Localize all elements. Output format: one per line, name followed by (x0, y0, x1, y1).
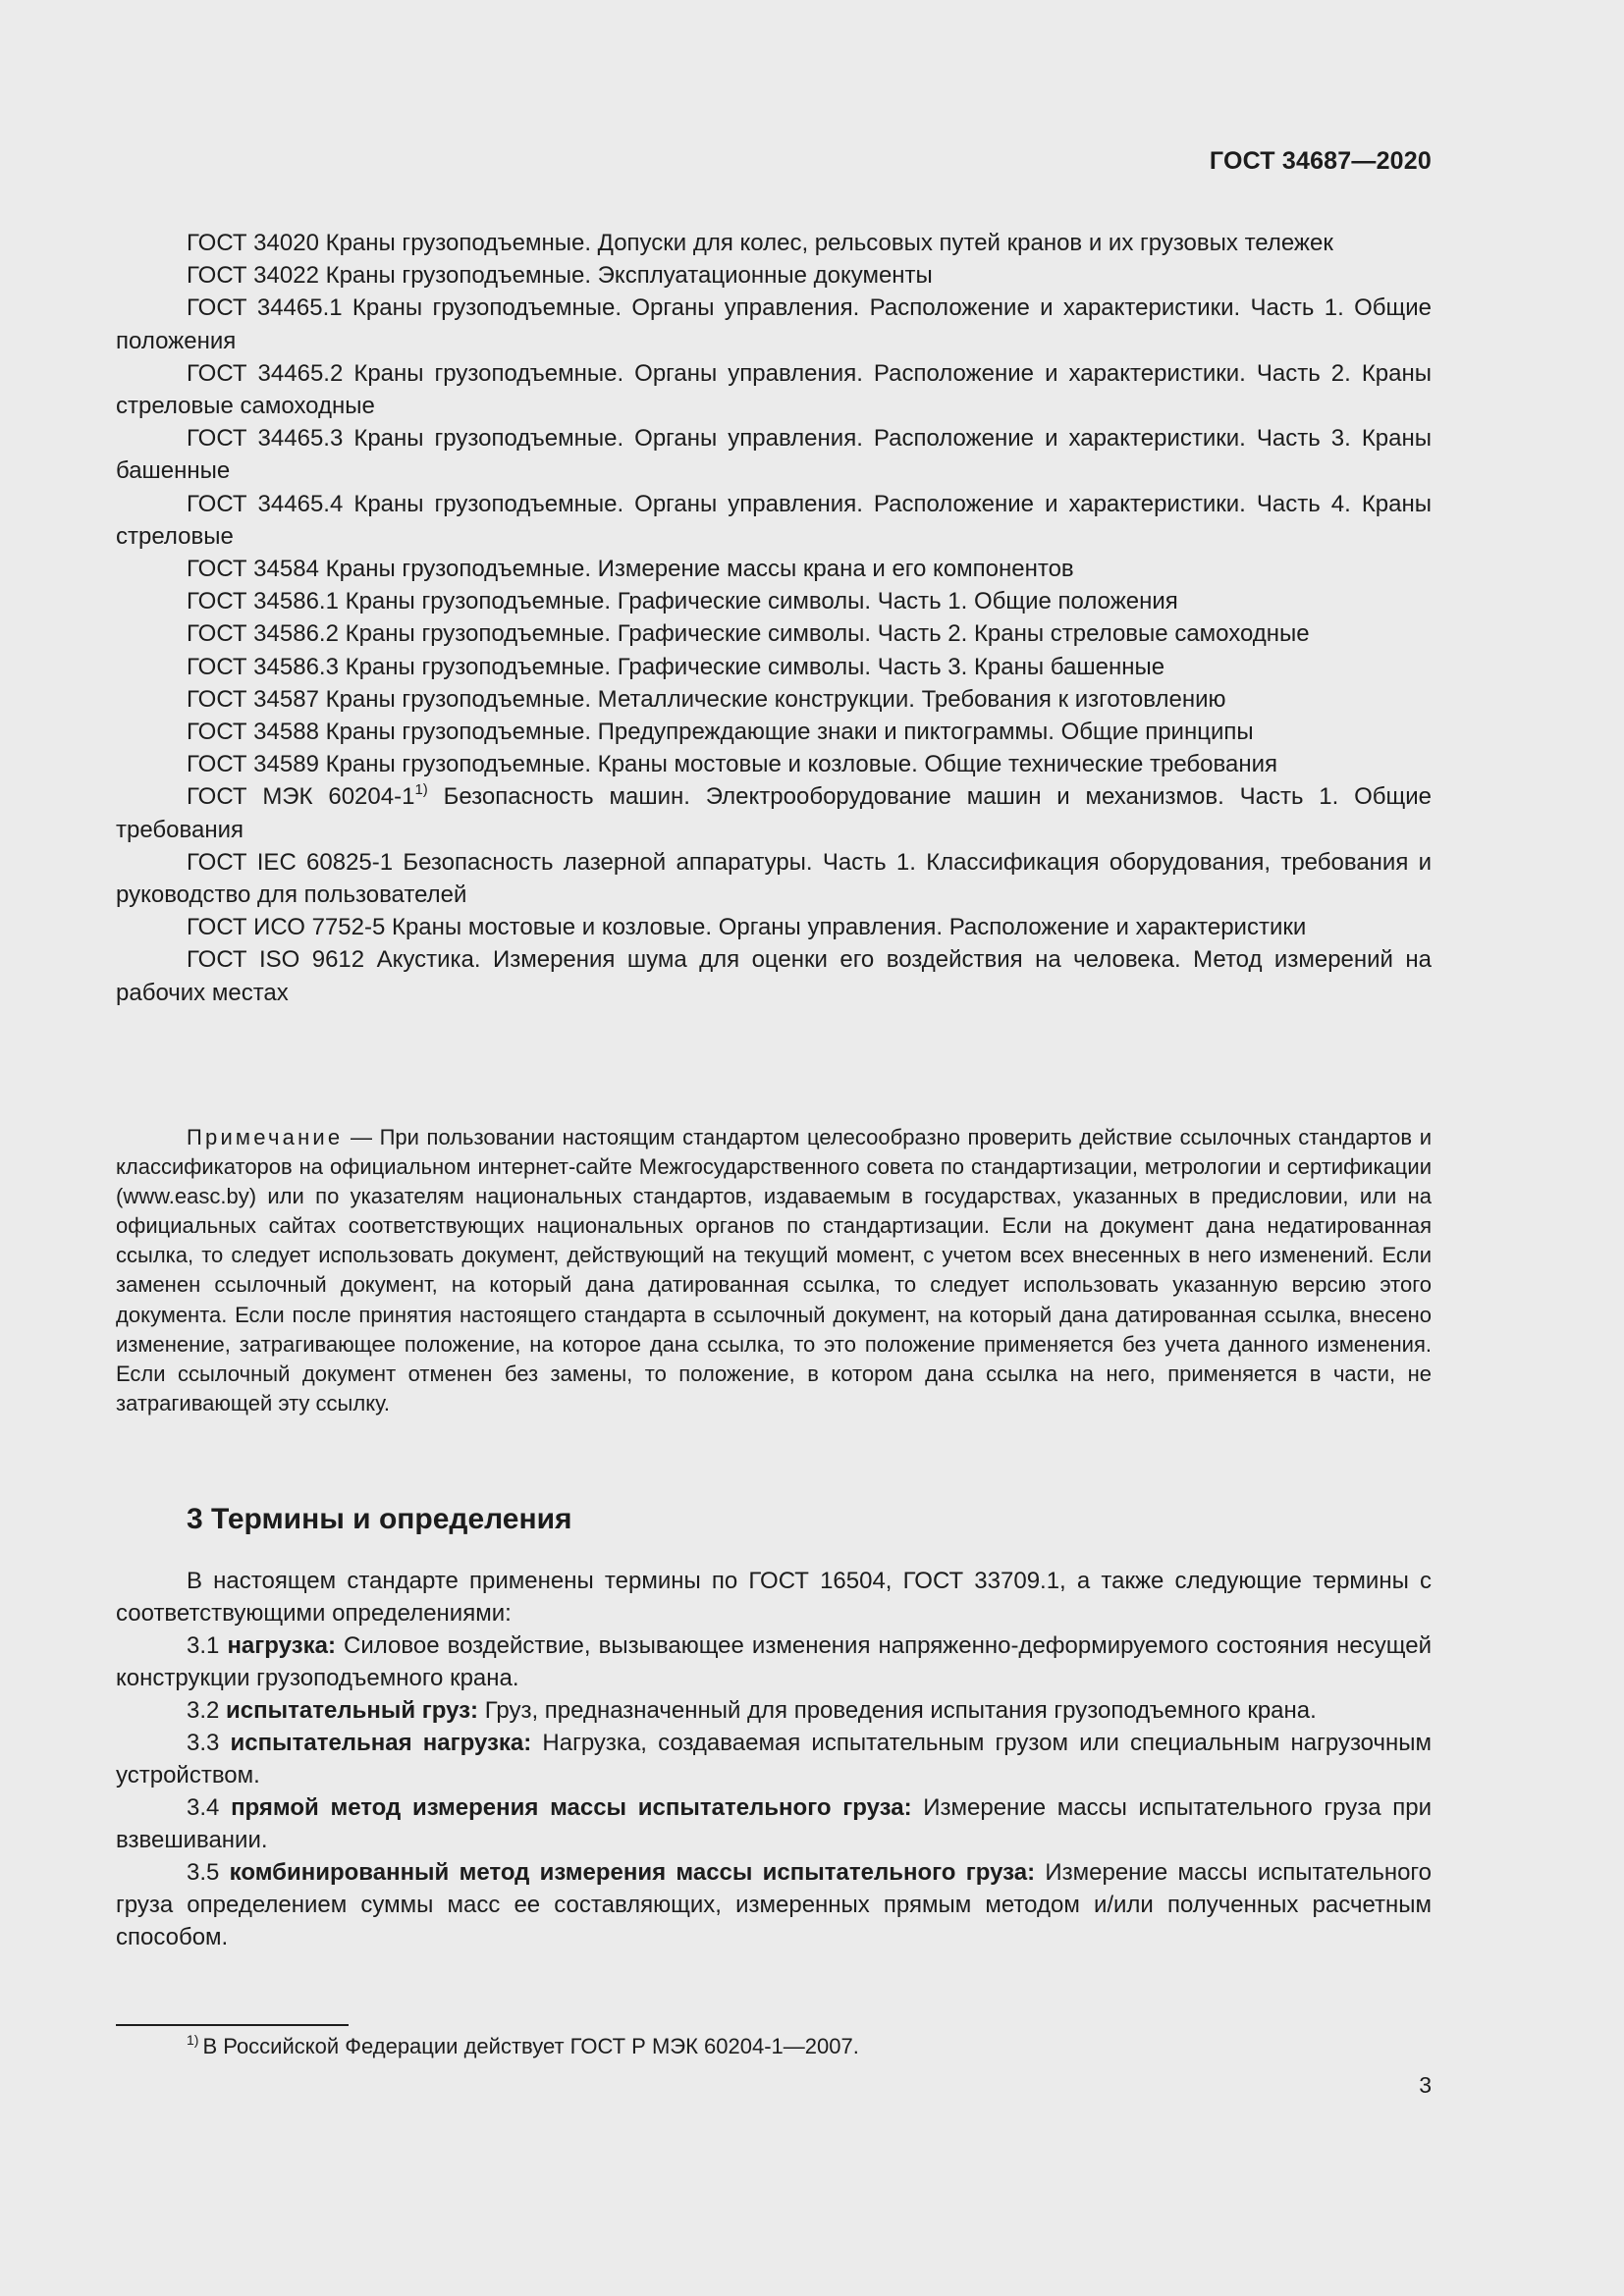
term-name: испытательный груз: (226, 1697, 479, 1724)
reference-item: ГОСТ 34465.1 Краны грузоподъемные. Органы управления. Расположение и характеристики. Часть 1. Общие положения (116, 294, 1432, 354)
footnote-divider (116, 2024, 349, 2026)
reference-item: ГОСТ 34465.2 Краны грузоподъемные. Органы управления. Расположение и характеристики. Часть 2. Краны стреловые самоходные (116, 359, 1432, 420)
term-number: 3.1 (187, 1632, 228, 1659)
reference-iec-code: ГОСТ МЭК 60204-1 (187, 783, 415, 811)
reference-item: ГОСТ 34586.3 Краны грузоподъемные. Графические символы. Часть 3. Краны башенные (187, 653, 1165, 680)
reference-item: ГОСТ 34587 Краны грузоподъемные. Металлические конструкции. Требования к изготовлению (187, 685, 1226, 713)
term-number: 3.4 (187, 1794, 232, 1821)
reference-iec-title: Безопасность машин. Электрооборудование машин и механизмов. Часть 1. Общие требования (116, 783, 1432, 843)
term-name: нагрузка: (227, 1632, 336, 1659)
note-text: — При пользовании настоящим стандартом целесообразно проверить действие ссылочных стандартов и классификаторов на официальном интернет-сайте Межгосударственного совета по стандартизации, метрологии и сертификации (www.easc.by) или по указателям национальных стандартов, издаваемым в государствах, указанных в предисловии, или на официальных сайтах соответствующих национальных органов по стандартизации. Если на документ дана недатированная ссылка, то следует использовать документ, действующий на текущий момент, с учетом всех внесенных в него изменений. Если заменен ссылочный документ, на который дана датированная ссылка, то следует использовать указанную версию этого документа. Если после принятия настоящего стандарта в ссылочный документ, на который дана датированная ссылка, внесено изменение, затрагивающее положение, на которое дана ссылка, то это положение применяется без учета данного изменения. Если ссылочный документ отменен без замены, то положение, в котором дана ссылка на него, применяется в части, не затрагивающей эту ссылку. (116, 1125, 1432, 1415)
reference-item: ГОСТ 34465.4 Краны грузоподъемные. Органы управления. Расположение и характеристики. Часть 4. Краны стреловые (116, 490, 1432, 550)
reference-item: ГОСТ 34586.1 Краны грузоподъемные. Графические символы. Часть 1. Общие положения (187, 588, 1178, 615)
normative-references-list (116, 227, 1432, 1009)
footnote-marker: 1) (414, 781, 428, 799)
term-text: Измерение массы испытательного груза при взвешивании. (116, 1794, 1433, 1853)
document-code-header: ГОСТ 34687—2020 (1209, 147, 1432, 175)
terms-section (116, 1565, 1432, 1953)
footnote-marker: 1) (187, 2032, 199, 2048)
reference-item: ГОСТ 34588 Краны грузоподъемные. Предупреждающие знаки и пиктограммы. Общие принципы (187, 719, 1254, 746)
footnote (187, 2032, 859, 2061)
reference-item: ГОСТ ИСО 7752-5 Краны мостовые и козловые. Органы управления. Расположение и характеристики (187, 914, 1307, 941)
term-text: Силовое воздействие, вызывающее изменения напряженно-деформируемого состояния несущей конструкции грузоподъемного крана. (116, 1632, 1433, 1691)
reference-item: ГОСТ IEC 60825-1 Безопасность лазерной аппаратуры. Часть 1. Классификация оборудования, требования и руководство для пользователей (116, 848, 1432, 909)
term-number: 3.5 (187, 1859, 230, 1886)
reference-item: ГОСТ 34586.2 Краны грузоподъемные. Графические символы. Часть 2. Краны стреловые самоходные (187, 620, 1310, 648)
section-title: 3 Термины и определения (187, 1503, 572, 1535)
reference-item: ГОСТ 34589 Краны грузоподъемные. Краны мостовые и козловые. Общие технические требования (187, 751, 1277, 778)
reference-item: ГОСТ 34022 Краны грузоподъемные. Эксплуатационные документы (187, 262, 933, 290)
reference-item: ГОСТ 34020 Краны грузоподъемные. Допуски для колес, рельсовых путей кранов и их грузовых тележек (187, 230, 1333, 256)
reference-item: ГОСТ ISO 9612 Акустика. Измерения шума для оценки его воздействия на человека. Метод измерений на рабочих местах (116, 946, 1432, 1006)
reference-item-iec-60204 (116, 780, 1432, 845)
reference-item: ГОСТ 34584 Краны грузоподъемные. Измерение массы крана и его компонентов (187, 556, 1074, 583)
term-text: Груз, предназначенный для проведения испытания грузоподъемного крана. (478, 1697, 1317, 1724)
term-definition (116, 1629, 1432, 1694)
note-label: Примечание (187, 1125, 344, 1149)
term-name: испытательная нагрузка: (230, 1730, 532, 1756)
term-name: комбинированный метод измерения массы испытательного груза: (229, 1859, 1036, 1886)
term-definition (116, 1791, 1432, 1856)
term-text: Измерение массы испытательного груза определением суммы масс ее составляющих, измеренных прямым методом и/или полученных расчетным способом. (116, 1859, 1433, 1950)
terms-intro: В настоящем стандарте применены термины по ГОСТ 16504, ГОСТ 33709.1, а также следующие термины с соответствующими определениями: (116, 1568, 1432, 1627)
term-text: Нагрузка, создаваемая испытательным грузом или специальным нагрузочным устройством. (116, 1730, 1433, 1789)
term-name: прямой метод измерения массы испытательного груза: (231, 1794, 912, 1821)
term-definition (116, 1694, 1432, 1727)
reference-item: ГОСТ 34465.3 Краны грузоподъемные. Органы управления. Расположение и характеристики. Часть 3. Краны башенные (116, 425, 1432, 485)
footnote-text: В Российской Федерации действует ГОСТ Р МЭК 60204-1—2007. (202, 2034, 859, 2058)
term-definition (116, 1856, 1432, 1953)
term-number: 3.3 (187, 1730, 231, 1756)
term-definition (116, 1727, 1432, 1791)
note-paragraph (116, 1123, 1432, 1418)
term-number: 3.2 (187, 1697, 227, 1724)
page-number: 3 (1419, 2072, 1432, 2098)
